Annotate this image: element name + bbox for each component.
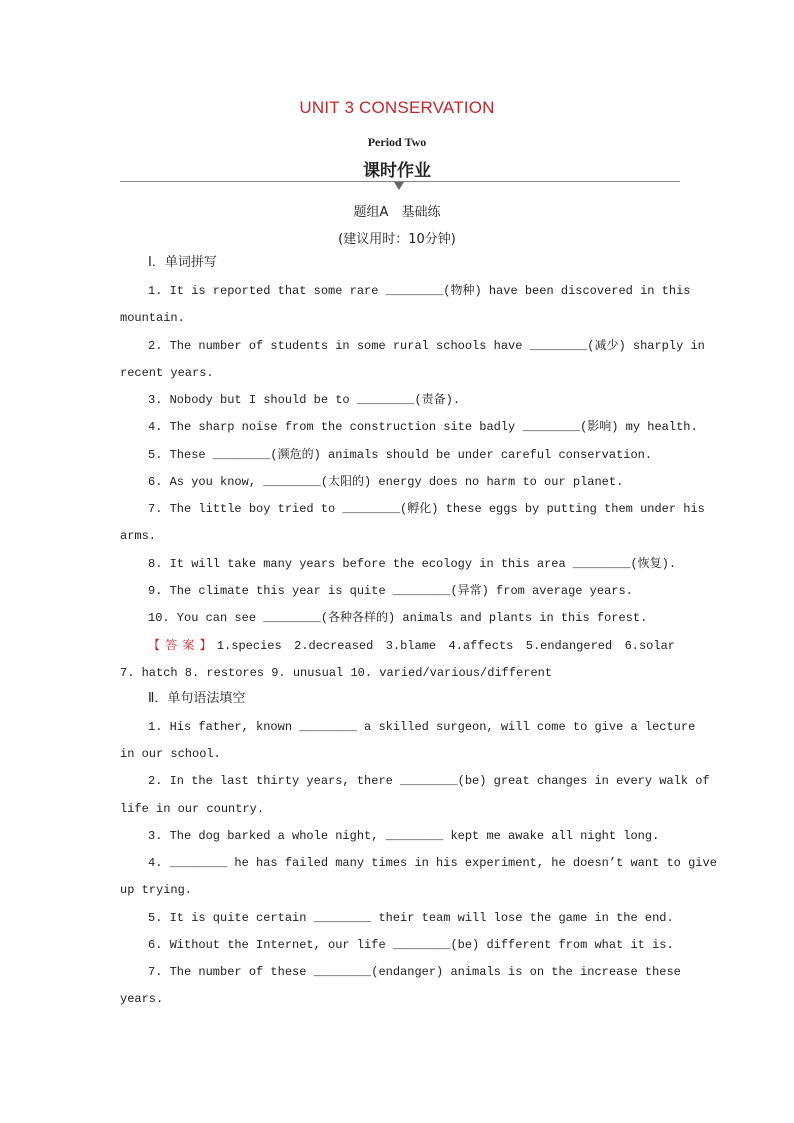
answer-line <box>148 637 675 654</box>
question-line: 5. It is quite certain ________ their team will lose the game in the end. <box>148 911 674 925</box>
question-line: 6. As you know, ________(太阳的) energy does no harm to our planet. <box>148 475 624 489</box>
answer-text: 1.species 2.decreased 3.blame 4.affects 5.endangered 6.solar <box>216 639 675 653</box>
triangle-marker-icon <box>394 182 404 190</box>
question-line: 10. You can see ________(各种各样的) animals and plants in this forest. <box>148 611 648 625</box>
question-line: up trying. <box>120 883 193 897</box>
answer-tag: 【答案】 <box>148 638 217 652</box>
question-line: 1. His father, known ________ a skilled surgeon, will come to give a lecture <box>148 720 696 734</box>
question-line: years. <box>120 992 164 1006</box>
question-line: 2. In the last thirty years, there ________(be) great changes in every walk of <box>148 774 710 788</box>
section2-heading: Ⅱ．单句语法填空 <box>148 691 246 706</box>
question-line: 6. Without the Internet, our life ________(be) different from what it is. <box>148 938 674 952</box>
question-line: 7. The number of these ________(endanger) animals is on the increase these <box>148 965 681 979</box>
homework-heading: 课时作业 <box>363 161 431 181</box>
question-line: mountain. <box>120 311 185 325</box>
question-line: 2. The number of students in some rural schools have ________(减少) sharply in <box>148 339 705 353</box>
period-label: Period Two <box>367 135 427 149</box>
question-line: 7. The little boy tried to ________(孵化) these eggs by putting them under his <box>148 502 705 516</box>
question-line: life in our country. <box>120 802 265 816</box>
question-line: 4. The sharp noise from the construction site badly ________(影响) my health. <box>148 420 698 434</box>
group-title: 题组A 基础练 <box>353 205 441 220</box>
section1-heading: Ⅰ．单词拼写 <box>148 255 217 270</box>
answer-line: 7. hatch 8. restores 9. unusual 10. varied/various/different <box>120 666 553 680</box>
unit-title: UNIT 3 CONSERVATION <box>299 98 495 117</box>
question-line: 3. Nobody but I should be to ________(责备). <box>148 393 461 407</box>
question-line: 5. These ________(濒危的) animals should be under careful conservation. <box>148 448 653 462</box>
question-line: 4. ________ he has failed many times in his experiment, he doesn’t want to give <box>148 856 717 870</box>
suggested-time: (建议用时：10分钟) <box>338 232 456 247</box>
question-line: recent years. <box>120 366 214 380</box>
question-line: 8. It will take many years before the ecology in this area ________(恢复). <box>148 557 677 571</box>
question-line: 1. It is reported that some rare ________(物种) have been discovered in this <box>148 284 691 298</box>
question-line: arms. <box>120 529 157 543</box>
question-line: 9. The climate this year is quite ________(异常) from average years. <box>148 584 633 598</box>
question-line: 3. The dog barked a whole night, ________ kept me awake all night long. <box>148 829 660 843</box>
question-line: in our school. <box>120 747 221 761</box>
